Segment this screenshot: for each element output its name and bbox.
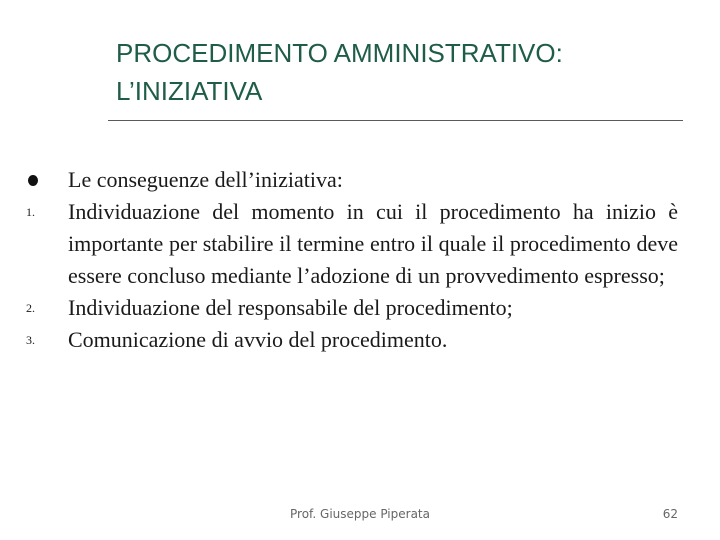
list-item-intro [0, 164, 720, 196]
list-number-2: 2. [26, 301, 35, 315]
bullet-dot-icon [28, 175, 38, 186]
list-item-3-text: Comunicazione di avvio del procedimento. [68, 327, 448, 352]
list-item-1-text: Individuazione del momento in cui il procedimento ha inizio è importante per stabilire il termine entro il quale il procedimento deve essere concluso mediante l’adozione di un provvedimento espresso; [68, 199, 678, 288]
list-number-1: 1. [26, 205, 35, 219]
page-number: 62 [662, 507, 678, 521]
list-item-3 [0, 324, 720, 356]
slide-title-line-2: L’INIZIATIVA [116, 76, 263, 106]
footer-author: Prof. Giuseppe Piperata [290, 507, 430, 521]
list-item-1 [0, 196, 720, 292]
list-item-2 [0, 292, 720, 324]
slide-content-list [0, 164, 720, 356]
intro-text: Le conseguenze dell’iniziativa: [68, 167, 343, 192]
list-item-2-text: Individuazione del responsabile del procedimento; [68, 295, 513, 320]
slide-title-line-1: PROCEDIMENTO AMMINISTRATIVO: [116, 38, 563, 68]
title-divider [108, 120, 683, 121]
slide-title [116, 34, 696, 110]
list-number-3: 3. [26, 333, 35, 347]
